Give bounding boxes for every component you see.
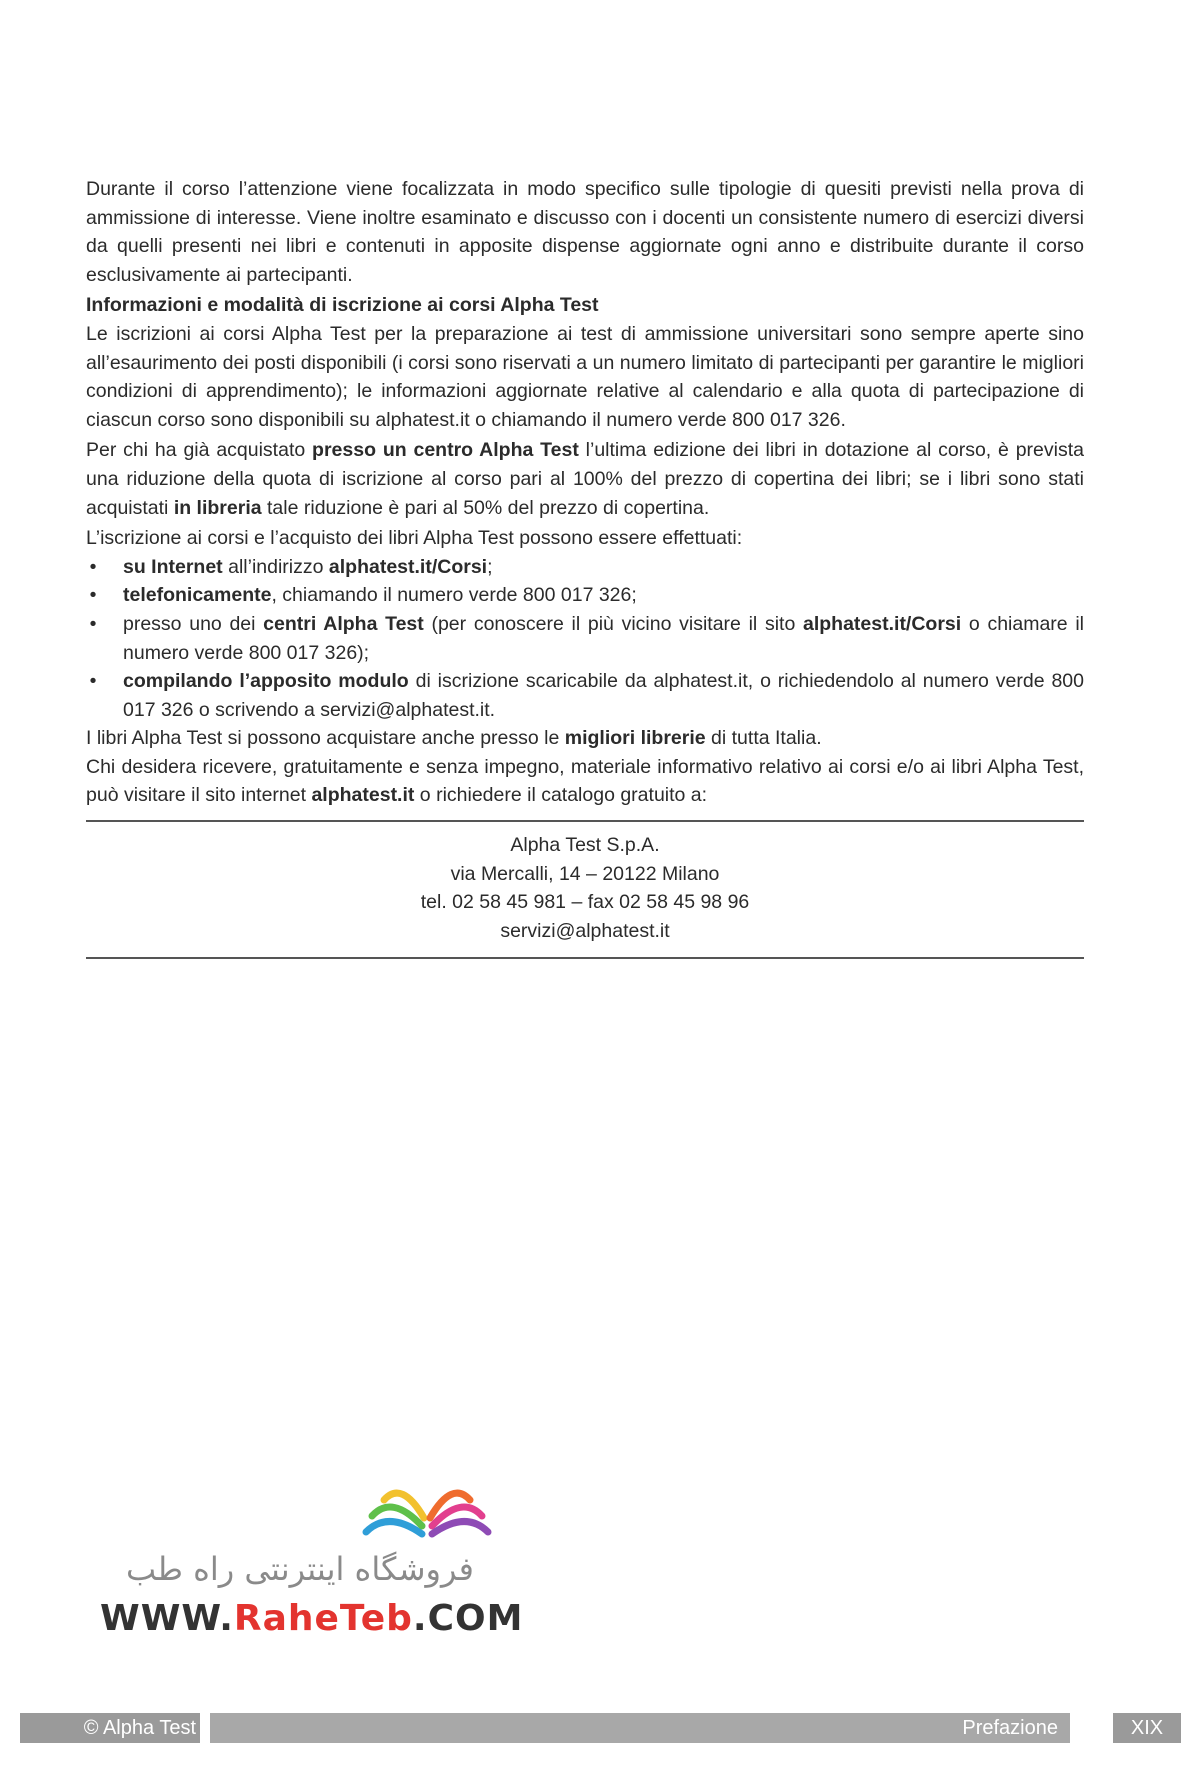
text-span: tale riduzione è pari al 50% del prezzo di copertina. <box>261 496 710 519</box>
url-prefix: WWW. <box>100 1598 234 1639</box>
fan-stroke-purple <box>432 1521 488 1534</box>
bullet-icon: • <box>89 670 97 693</box>
text-span: Chi desidera ricevere, gratuitamente e senza impegno, materiale informativo relativo ai corsi e/o ai libri Alpha Test, può visitare il sito internet <box>86 755 1084 807</box>
text-span: ; <box>487 555 493 578</box>
catalog-paragraph <box>86 753 1084 810</box>
enrollment-intro: L’iscrizione ai corsi e l’acquisto dei libri Alpha Test possono essere effettuati: <box>86 527 743 550</box>
text-span: o chiamare il numero verde 800 017 326); <box>123 612 1084 664</box>
discount-paragraph <box>86 436 1084 522</box>
text-span: I libri Alpha Test si possono acquistare anche presso le <box>86 727 565 750</box>
text-span: di iscrizione scaricabile da alphatest.it, o richiedendolo al numero verde 800 017 326 o scrivendo a servizi@alphatest.it. <box>123 670 1084 721</box>
list-item <box>86 553 1084 582</box>
url-suffix: .COM <box>412 1598 524 1639</box>
text-span: (per conoscere il più vicino visitare il sito <box>423 612 803 635</box>
footer-section <box>210 1713 1070 1743</box>
bold-span: alphatest.it/Corsi <box>328 555 488 578</box>
watermark-persian-text: فروشگاه اینترنتی راه طب <box>126 1550 474 1588</box>
bold-span: in libreria <box>173 496 262 519</box>
bold-span: presso un centro Alpha Test <box>312 439 579 462</box>
contact-box <box>86 820 1084 959</box>
intro-paragraph: Durante il corso l’attenzione viene focalizzata in modo specifico sulle tipologie di quesiti previsti nella prova di ammissione di interesse. Viene inoltre esaminato e discusso con i docenti un consistente numero di esercizi diversi da quelli presenti nei libri e contenuti in apposite dispense aggiornate ogni anno e distribuite durante il corso esclusivamente ai partecipanti. <box>86 178 1084 286</box>
list-item <box>86 610 1084 667</box>
fan-stroke-blue <box>366 1521 422 1534</box>
bold-span: migliori librerie <box>564 727 706 750</box>
bold-span: telefonicamente <box>123 584 272 607</box>
bold-span: su Internet <box>123 555 223 578</box>
page-footer <box>0 1713 1195 1743</box>
footer-copyright <box>20 1713 200 1743</box>
section-heading: Informazioni e modalità di iscrizione ai corsi Alpha Test <box>86 294 599 317</box>
company-phone: tel. 02 58 45 981 – fax 02 58 45 98 96 <box>420 891 750 914</box>
enrollment-methods-list <box>86 553 1084 725</box>
list-item <box>86 667 1084 724</box>
section-name: Prefazione <box>962 1717 1058 1739</box>
text-span: l’ultima edizione dei libri in dotazione al corso, è prevista una riduzione della quota di iscrizione al corso pari al 100% del prezzo di copertina dei libri; se i libri sono stati acquistati <box>86 439 1084 519</box>
bullet-icon: • <box>89 584 97 607</box>
bold-span: alphatest.it/Corsi <box>803 612 962 635</box>
bullet-icon: • <box>89 555 97 578</box>
text-span: Per chi ha già acquistato <box>86 439 313 462</box>
registration-paragraph: Le iscrizioni ai corsi Alpha Test per la preparazione ai test di ammissione universitari sono sempre aperte sino all’esaurimento dei posti disponibili (i corsi sono riservati a un numero limitato di partecipanti per garantire le migliori condizioni di apprendimento); le informazioni aggiornate relative al calendario e alla quota di partecipazione di ciascun corso sono disponibili su alphatest.it o chiamando il numero verde 800 017 326. <box>86 322 1084 431</box>
url-accent: RaheTeb <box>233 1598 413 1639</box>
list-item <box>86 581 1084 610</box>
text-span: di tutta Italia. <box>705 727 822 750</box>
company-name: Alpha Test S.p.A. <box>510 834 660 857</box>
bold-span: alphatest.it <box>311 784 415 807</box>
bold-span: compilando l’apposito modulo <box>123 670 409 693</box>
copyright-text: © Alpha Test <box>83 1717 196 1739</box>
bookstores-paragraph <box>86 724 1084 753</box>
bullet-icon: • <box>89 612 97 635</box>
book-fan-icon <box>358 1470 498 1540</box>
company-email: servizi@alphatest.it <box>500 919 670 942</box>
watermark-logo <box>100 1470 524 1640</box>
text-span: , chiamando il numero verde 800 017 326; <box>271 584 637 607</box>
text-span: o richiedere il catalogo gratuito a: <box>414 784 708 807</box>
watermark-url <box>100 1598 524 1639</box>
company-address: via Mercalli, 14 – 20122 Milano <box>450 862 720 885</box>
main-content <box>86 175 1084 959</box>
text-span: all’indirizzo <box>222 555 329 578</box>
text-span: presso uno dei <box>123 612 264 635</box>
bold-span: centri Alpha Test <box>263 612 424 635</box>
page-number: XIX <box>1113 1713 1181 1743</box>
